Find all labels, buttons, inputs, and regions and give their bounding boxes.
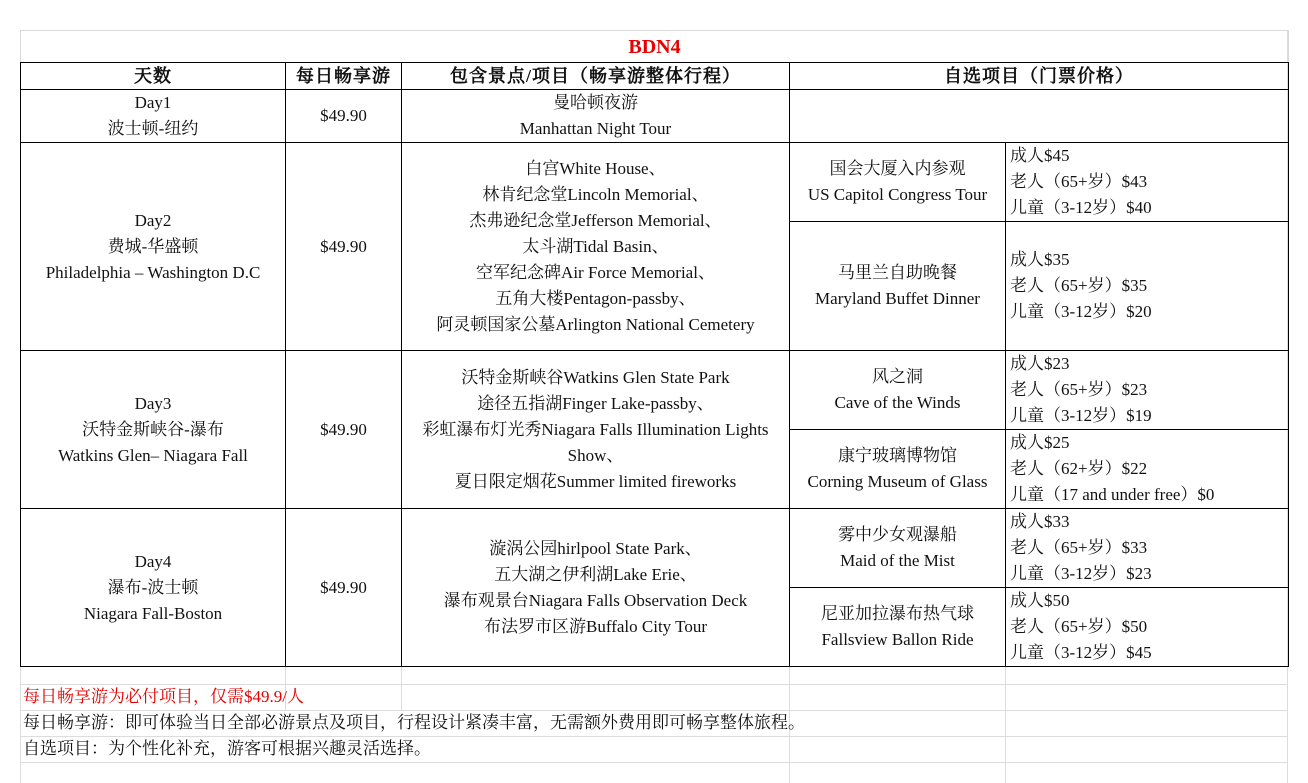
attraction-line: 布法罗市区游Buffalo City Tour — [484, 616, 707, 636]
option-name-cn: 雾中少女观瀑船 — [838, 525, 957, 544]
option-name-en: Maid of the Mist — [840, 551, 955, 570]
day1-row — [21, 90, 1289, 143]
price-senior: 老人（65+岁）$43 — [1010, 172, 1148, 191]
attraction-line: 太斗湖Tidal Basin、 — [522, 236, 669, 256]
option-name-cn: 马里兰自助晚餐 — [838, 263, 957, 282]
day3-route-en: Watkins Glen– Niagara Fall — [58, 445, 248, 465]
header-attractions: 包含景点/项目（畅享游整体行程） — [402, 63, 790, 90]
option-name-cn: 康宁玻璃博物馆 — [838, 446, 957, 465]
option-prices — [1006, 143, 1289, 222]
attraction-line: 林肯纪念堂Lincoln Memorial、 — [482, 184, 709, 204]
price-senior: 老人（65+岁）$50 — [1010, 617, 1148, 636]
attraction-line: 沃特金斯峡谷Watkins Glen State Park — [461, 367, 730, 387]
option-name — [790, 509, 1006, 588]
day1-label: Day1 — [134, 93, 172, 112]
day2-row — [21, 143, 1289, 222]
day3-day-cell — [21, 351, 286, 509]
attraction-line: 五大湖之伊利湖Lake Erie、 — [494, 564, 697, 584]
day1-price: $49.90 — [286, 90, 402, 143]
footnote-daily-desc: 每日畅享游：即可体验当日全部必游景点及项目，行程设计紧凑丰富，无需额外费用即可畅享整体旅程。 — [23, 713, 805, 732]
itinerary-table — [20, 30, 1289, 667]
day4-price: $49.90 — [286, 509, 402, 667]
footnote-required: 每日畅享游为必付项目，仅需$49.9/人 — [23, 687, 304, 706]
option-name — [790, 143, 1006, 222]
price-child: 儿童（3-12岁）$45 — [1010, 643, 1152, 662]
footnote-optional-desc: 自选项目：为个性化补充，游客可根据兴趣灵活选择。 — [23, 739, 431, 758]
day2-price: $49.90 — [286, 143, 402, 351]
option-prices — [1006, 222, 1289, 351]
day4-attractions — [402, 509, 790, 667]
attraction-line: 五角大楼Pentagon-passby、 — [495, 288, 696, 308]
day2-label: Day2 — [134, 210, 172, 230]
attraction-line: 杰弗逊纪念堂Jefferson Memorial、 — [469, 210, 722, 230]
price-senior: 老人（62+岁）$22 — [1010, 459, 1148, 478]
option-name-en: Fallsview Ballon Ride — [821, 630, 974, 649]
option-name — [790, 588, 1006, 667]
attraction-line: 曼哈顿夜游 — [553, 93, 638, 112]
day4-route-cn: 瀑布-波士顿 — [107, 577, 199, 597]
price-senior: 老人（65+岁）$33 — [1010, 538, 1148, 557]
price-adult: 成人$45 — [1010, 146, 1070, 165]
price-senior: 老人（65+岁）$35 — [1010, 276, 1148, 295]
option-name-en: Cave of the Winds — [834, 393, 961, 412]
attraction-line: Show、 — [567, 445, 624, 465]
price-adult: 成人$50 — [1010, 591, 1070, 610]
price-adult: 成人$23 — [1010, 354, 1070, 373]
day3-price: $49.90 — [286, 351, 402, 509]
day1-day-cell — [21, 90, 286, 143]
attraction-line: 瀑布观景台Niagara Falls Observation Deck — [443, 590, 748, 610]
option-name-cn: 尼亚加拉瀑布热气球 — [821, 604, 974, 623]
day3-row — [21, 351, 1289, 430]
day3-route-cn: 沃特金斯峡谷-瀑布 — [82, 419, 224, 439]
price-child: 儿童（3-12岁）$40 — [1010, 198, 1152, 217]
day2-route-cn: 费城-华盛顿 — [107, 236, 199, 256]
day4-row — [21, 509, 1289, 588]
attraction-line: 漩涡公园hirlpool State Park、 — [489, 538, 702, 558]
option-name-cn: 国会大厦入内参观 — [829, 159, 966, 178]
day2-attractions — [402, 143, 790, 351]
attraction-line: Manhattan Night Tour — [519, 119, 672, 138]
option-name-en: US Capitol Congress Tour — [807, 185, 988, 204]
price-senior: 老人（65+岁）$23 — [1010, 380, 1148, 399]
price-adult: 成人$25 — [1010, 433, 1070, 452]
attraction-line: 阿灵顿国家公墓Arlington National Cemetery — [436, 314, 755, 334]
price-adult: 成人$33 — [1010, 512, 1070, 531]
option-prices — [1006, 509, 1289, 588]
option-name — [790, 430, 1006, 509]
day2-route-en: Philadelphia – Washington D.C — [45, 262, 261, 282]
day2-day-cell — [21, 143, 286, 351]
day1-route-cn: 波士顿-纽约 — [107, 119, 199, 138]
option-prices — [1006, 588, 1289, 667]
option-name — [790, 351, 1006, 430]
day3-attractions — [402, 351, 790, 509]
option-name-en: Maryland Buffet Dinner — [815, 289, 980, 308]
option-prices — [1006, 351, 1289, 430]
header-days: 天数 — [21, 63, 286, 90]
footnotes — [20, 684, 1288, 762]
header-optional-items: 自选项目（门票价格） — [790, 63, 1289, 90]
price-child: 儿童（17 and under free）$0 — [1010, 485, 1215, 504]
attraction-line: 途径五指湖Finger Lake-passby、 — [477, 393, 714, 413]
option-name-en: Corning Museum of Glass — [807, 472, 988, 491]
attraction-line: 夏日限定烟花Summer limited fireworks — [454, 471, 737, 491]
price-child: 儿童（3-12岁）$19 — [1010, 406, 1152, 425]
header-daily-tour: 每日畅享游 — [286, 63, 402, 90]
attraction-line: 白宫White House、 — [525, 158, 666, 178]
option-name-cn: 风之洞 — [872, 367, 923, 386]
day1-optional-empty — [790, 90, 1289, 143]
day4-day-cell — [21, 509, 286, 667]
day4-label: Day4 — [134, 551, 172, 571]
option-name — [790, 222, 1006, 351]
price-child: 儿童（3-12岁）$20 — [1010, 302, 1152, 321]
price-adult: 成人$35 — [1010, 250, 1070, 269]
day3-label: Day3 — [134, 393, 172, 413]
table-title: BDN4 — [21, 31, 1289, 63]
attraction-line: 彩虹瀑布灯光秀Niagara Falls Illumination Lights — [422, 419, 769, 439]
attraction-line: 空军纪念碑Air Force Memorial、 — [476, 262, 715, 282]
day1-attractions — [402, 90, 790, 143]
price-child: 儿童（3-12岁）$23 — [1010, 564, 1152, 583]
day4-route-en: Niagara Fall-Boston — [83, 603, 223, 623]
option-prices — [1006, 430, 1289, 509]
